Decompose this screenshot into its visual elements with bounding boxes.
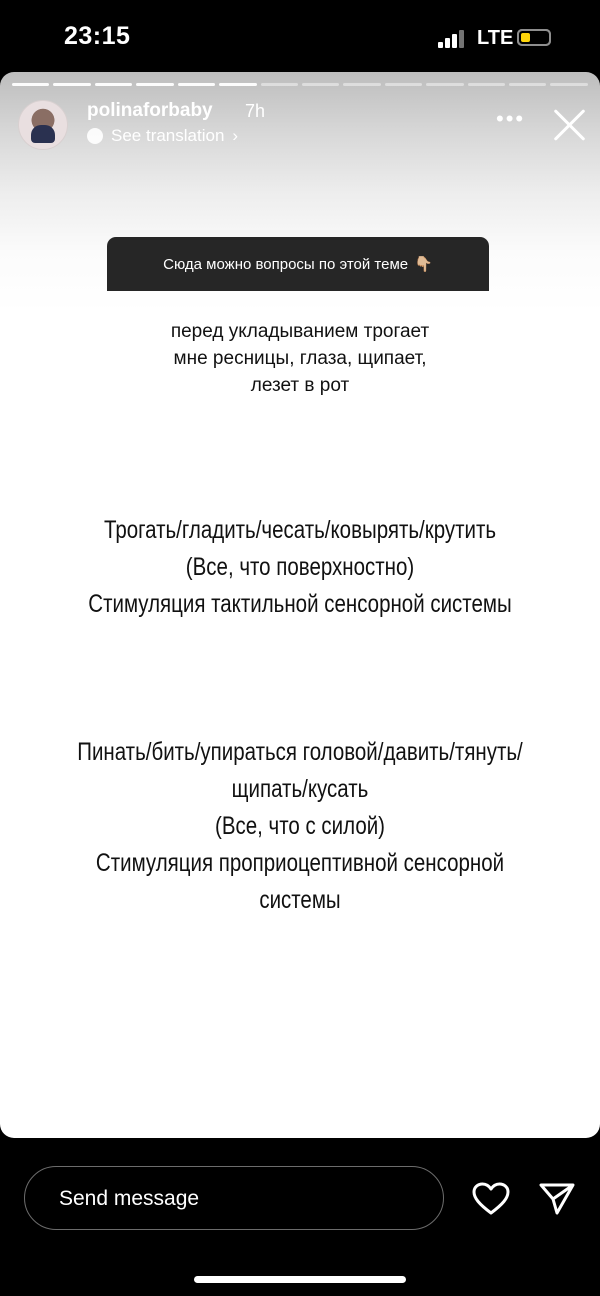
- question-line: лезет в рот: [250, 375, 350, 396]
- question-sticker[interactable]: [107, 237, 489, 291]
- progress-segment: [302, 83, 339, 86]
- progress-segment: [219, 83, 256, 86]
- send-message-input[interactable]: [24, 1166, 444, 1230]
- progress-segment: [385, 83, 422, 86]
- story-username[interactable]: polinaforbaby: [87, 100, 213, 121]
- progress-segment: [343, 83, 380, 86]
- block-line: (Все, что поверхностно): [185, 553, 415, 581]
- status-time: 23:15: [64, 22, 131, 50]
- block-line: Трогать/гладить/чесать/ковырять/крутить: [103, 516, 497, 544]
- block-line: щипать/кусать: [231, 775, 369, 803]
- progress-segment: [509, 83, 546, 86]
- see-translation-link[interactable]: [87, 126, 238, 146]
- tactile-block: [70, 512, 529, 623]
- proprioceptive-block: [70, 734, 529, 919]
- progress-segment: [12, 83, 49, 86]
- story-progress: [12, 83, 588, 87]
- question-title: Сюда можно вопросы по этой теме: [163, 255, 409, 273]
- network-label: LTE: [477, 27, 514, 49]
- story-card[interactable]: [0, 72, 600, 1138]
- progress-segment: [261, 83, 298, 86]
- block-line: Стимуляция проприоцептивной сенсорной системы: [95, 849, 505, 914]
- block-line: (Все, что с силой): [215, 812, 385, 840]
- avatar[interactable]: [18, 100, 68, 150]
- close-icon[interactable]: [552, 108, 586, 142]
- block-line: Стимуляция тактильной сенсорной системы: [88, 590, 512, 618]
- block-line: Пинать/бить/упираться головой/давить/тянуть/: [77, 738, 523, 766]
- heart-icon[interactable]: [472, 1182, 510, 1216]
- more-icon[interactable]: •••: [496, 106, 526, 131]
- progress-segment: [468, 83, 505, 86]
- question-line: перед укладыванием трогает: [170, 321, 430, 342]
- progress-segment: [550, 83, 587, 86]
- pointing-down-icon: 👇🏼: [414, 256, 433, 273]
- message-placeholder: Send message: [59, 1187, 200, 1210]
- question-line: мне ресницы, глаза, щипает,: [173, 348, 427, 369]
- story-age: 7h: [245, 101, 266, 121]
- question-answer-text: [80, 318, 520, 399]
- progress-segment: [136, 83, 173, 86]
- progress-segment: [178, 83, 215, 86]
- status-bar: [0, 0, 600, 72]
- home-indicator[interactable]: [194, 1276, 406, 1283]
- send-icon[interactable]: [538, 1182, 576, 1216]
- chevron-right-icon: ›: [232, 126, 239, 145]
- progress-segment: [426, 83, 463, 86]
- signal-icon: [438, 28, 468, 48]
- progress-segment: [95, 83, 132, 86]
- progress-segment: [53, 83, 90, 86]
- battery-nub: [517, 29, 551, 46]
- see-translation-label: See translation: [111, 126, 225, 145]
- globe-icon: [87, 128, 103, 144]
